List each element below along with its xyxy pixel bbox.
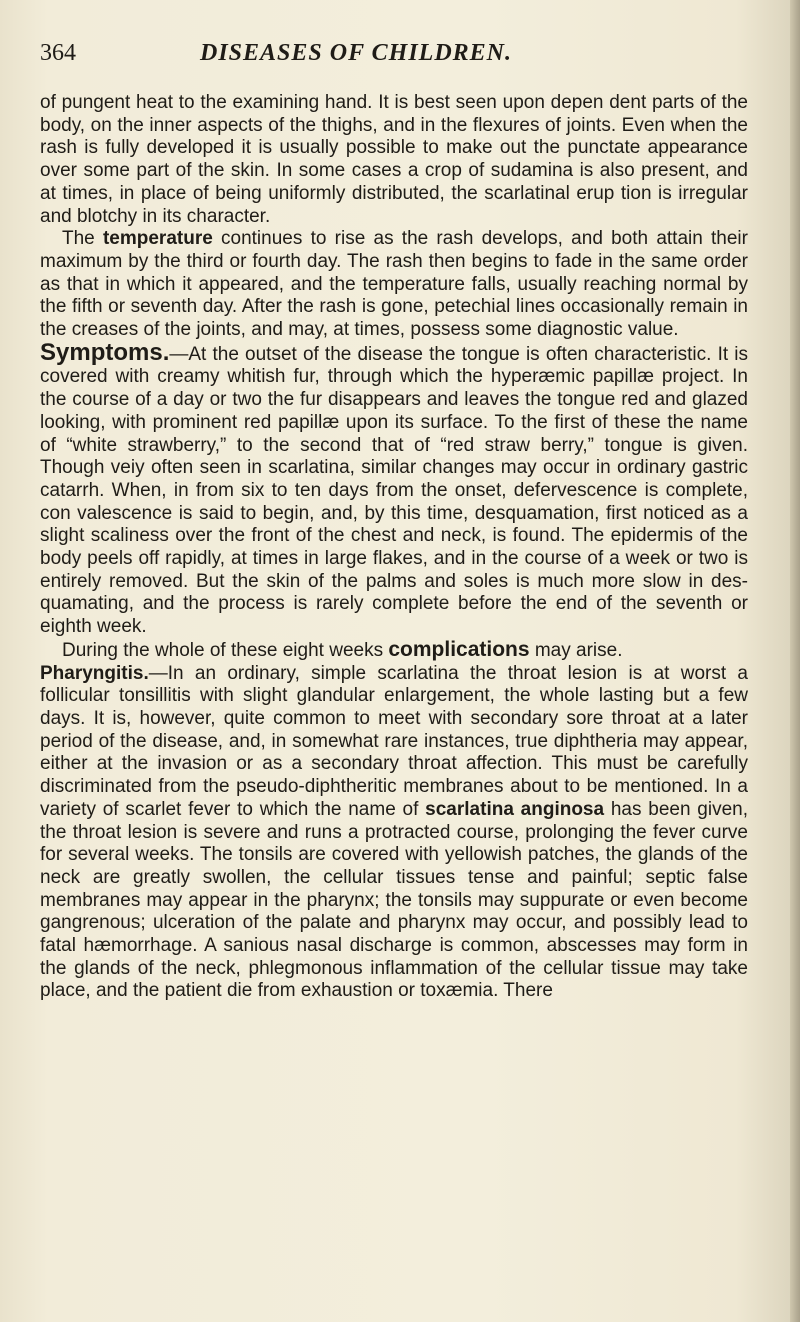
paragraph-pharyngitis-text-2: has been given, the throat lesion is severe and runs a protracted course, prolonging the fever curve for several weeks. The tonsils are covered with yellowish patches, the glands of the neck are greatly swollen, the cellular tissues tense and painful; septic false membranes may appear in the pharynx; the tonsils may suppurate or even become gangrenous; ulceration of the palate and pharynx may occur, and possibly lead to fatal hæmorrhage. A sanious nasal discharge is common, abscesses may form in the glands of the neck, phlegmonous inflammation of the cellular tissue may take place, and the patient die from exhaustion or toxæmia. There	[40, 798, 748, 1002]
paragraph-symptoms-text: —At the outset of the disease the tongue is often characteristic. It is covered with creamy whitish fur, through which the hyperæmic papillæ project. In the course of a day or two the fur disappears and leaves the tongue red and glazed looking, with prominent red papillæ upon its surface. To the first of these the name of “white strawberry,” to the second that of “red straw berry,” tongue is given. Though veiy often seen in scarlatina, similar changes may occur in ordinary gastric catarrh. When, in from six to ten days from the onset, defervescence is complete, con valescence is said to begin, and, by this time, desquamation, first noticed as a slight scaliness over the front of the chest and neck, is found. The epidermis of the body peels off rapidly, at times in large flakes, and in the course of a week or two is entirely removed. But the skin of the palms and soles is much more slow in des quamating, and the process is rarely complete before the end of the seventh or eighth week.	[40, 343, 748, 638]
body-text	[40, 92, 748, 1003]
paragraph-temperature	[40, 228, 748, 342]
paragraph-temperature-lead: The	[62, 228, 103, 250]
page-edge	[790, 0, 800, 1322]
heading-symptoms: Symptoms.	[40, 338, 170, 366]
paragraph-temperature-text: continues to rise as the rash develops, and both attain their maximum by the third or fourth day. The rash then begins to fade in the same order as that in which it appeared, and the temperature falls, usually reaching normal by the fifth or seventh day. After the rash is gone, petechial lines occasionally remain in the creases of the joints, and may, at times, possess some diagnostic value.	[40, 228, 748, 341]
running-title: DISEASES OF CHILDREN.	[200, 40, 512, 66]
paragraph-pharyngitis	[40, 663, 748, 1004]
paragraph-complications	[40, 639, 748, 663]
page-header	[40, 38, 720, 78]
paragraph-pharyngitis-text: —In an ordinary, simple scarlatina the throat lesion is at worst a follicular tonsillitis with slight glandular enlargement, the whole lasting but a few days. It is, however, quite common to meet with secondary sore throat at a later period of the disease, and, in somewhat rare instances, true diphtheria may appear, either at the invasion or as a secondary throat affection. This must be carefully discriminated from the pseudo-diphtheritic membranes about to be mentioned. In a variety of scarlet fever to which the name of	[40, 662, 748, 820]
term-scarlatina-anginosa: scarlatina anginosa	[425, 798, 605, 820]
paragraph-complications-lead: During the whole of these eight weeks	[62, 639, 389, 661]
paragraph-rash-text: of pungent heat to the examining hand. It is best seen upon depen dent parts of the body, on the inner aspects of the thighs, and in the flexures of joints. Even when the rash is fully developed it is usually possible to make out the punctate appearance over some part of the skin. In some cases a crop of sudamina is also present, and at times, in place of being uniformly distributed, the scarlatinal erup tion is irregular and blotchy in its character.	[40, 92, 748, 227]
paragraph-rash	[40, 92, 748, 228]
term-pharyngitis: Pharyngitis.	[40, 662, 149, 684]
paragraph-symptoms	[40, 338, 748, 639]
paragraph-complications-text: may arise.	[529, 639, 623, 661]
page-number: 364	[40, 40, 76, 66]
term-temperature: temperature	[102, 228, 213, 250]
heading-complications: complications	[388, 637, 530, 661]
